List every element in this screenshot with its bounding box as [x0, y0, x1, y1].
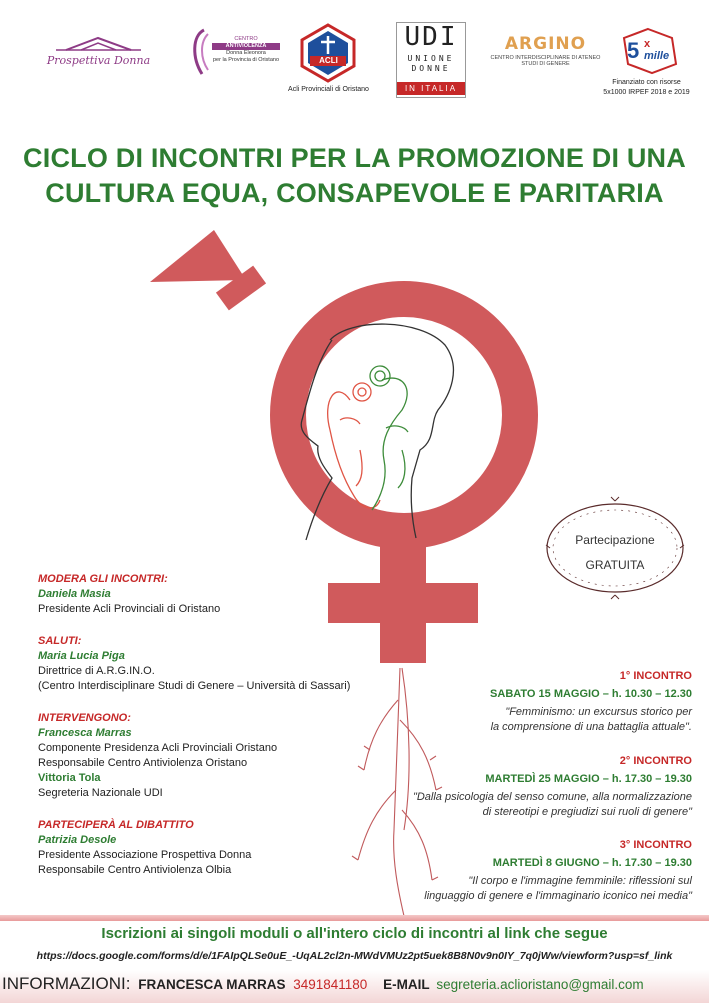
intervengono-name1: Francesca Marras: [38, 727, 132, 739]
incontro-1: [490, 669, 692, 735]
acli-caption: Acli Provinciali di Oristano: [288, 86, 369, 93]
page-title-line1: CICLO DI INCONTRI PER LA PROMOZIONE DI UNA: [23, 143, 686, 173]
modera-name: Daniela Masia: [38, 588, 111, 600]
modera-title: MODERA GLI INCONTRI:: [38, 573, 168, 585]
incontro-desc-line1: "Il corpo e l'immagine femminile: riflessioni sul: [468, 875, 692, 887]
incontro-desc-line1: "Dalla psicologia del senso comune, alla normalizzazione: [412, 791, 692, 803]
participation-line2: GRATUITA: [585, 558, 645, 572]
participation-wreath-icon: [542, 493, 688, 603]
intervengono-name2: Vittoria Tola: [38, 772, 101, 784]
udi-line1: UNIONE: [407, 54, 455, 63]
saluti-role2: (Centro Interdisciplinare Studi di Genere – Università di Sassari): [38, 680, 351, 692]
incontro-3: [424, 838, 692, 904]
modera-role: Presidente Acli Provinciali di Oristano: [38, 603, 221, 615]
incontro-date: MARTEDÌ 8 GIUGNO – h. 17.30 – 19.30: [492, 857, 692, 869]
saluti-role1: Direttrice di A.R.G.IN.O.: [38, 665, 155, 677]
centro-line4: per la Provincia di Oristano: [212, 57, 280, 63]
page-title-line2: CULTURA EQUA, CONSAPEVOLE E PARITARIA: [45, 178, 664, 208]
intervengono-role1a: Componente Presidenza Acli Provinciali Oristano: [38, 742, 278, 754]
incontro-desc-line2: di stereotipi e pregiudizi sui ruoli di genere": [482, 806, 692, 818]
intervengono-title: INTERVENGONO:: [38, 712, 131, 724]
incontro-date: MARTEDÌ 25 MAGGIO – h. 17.30 – 19.30: [485, 773, 692, 785]
info-phone[interactable]: 3491841180: [293, 977, 368, 992]
incontro-desc-line1: "Femminismo: un excursus storico per: [505, 706, 692, 718]
participation-line1: Partecipazione: [575, 533, 655, 547]
email-address[interactable]: segreteria.aclioristano@gmail.com: [436, 977, 644, 992]
mille-word: mille: [644, 50, 670, 62]
info-row: [2, 974, 709, 1002]
argino-sub1: CENTRO INTERDISCIPLINARE DI ATENEO: [490, 55, 601, 61]
partecipera-role1: Presidente Associazione Prospettiva Donna: [38, 849, 252, 861]
centro-line2: ANTIVIOLENZA: [212, 43, 280, 50]
incontro-title: 3° INCONTRO: [619, 839, 692, 851]
registration-link[interactable]: https://docs.google.com/forms/d/e/1FAIpQLSe0uE_-UqAL2cl2n-MWdVMUz2pt5uek8B8N0v9n0IY_7q0jWw/viewform?usp=sf_link: [36, 950, 673, 962]
incontro-date: SABATO 15 MAGGIO – h. 10.30 – 12.30: [490, 688, 692, 700]
intervengono-role1b: Responsabile Centro Antiviolenza Oristano: [38, 757, 248, 769]
partecipera-role2: Responsabile Centro Antiviolenza Olbia: [38, 864, 232, 876]
udi-line3: IN ITALIA: [397, 82, 465, 95]
acli-badge-text: ACLI: [319, 56, 338, 65]
argino-sub2: STUDI DI GENERE: [521, 61, 570, 67]
footer-top-band: [0, 915, 709, 921]
iscrizioni-heading: Iscrizioni ai singoli moduli o all'intero ciclo di incontri al link che segue: [101, 925, 608, 942]
saluti-title: SALUTI:: [38, 635, 82, 647]
saluti-name: Maria Lucia Piga: [38, 650, 125, 662]
centro-line1: CENTRO: [234, 36, 258, 42]
incontro-2: [413, 754, 692, 820]
prospettiva-label: Prospettiva Donna: [46, 54, 151, 67]
incontro-title: 1° INCONTRO: [619, 670, 692, 682]
intervengono-role2: Segreteria Nazionale UDI: [38, 787, 163, 799]
argino-title: ARGINO: [504, 34, 587, 54]
mille-x: x: [644, 38, 651, 50]
mille-5: 5: [627, 38, 640, 63]
email-label: E-MAIL: [383, 977, 430, 992]
speakers-column: [38, 572, 378, 878]
info-name: FRANCESCA MARRAS: [138, 977, 286, 992]
incontro-desc-line2: linguaggio di genere e l'immaginario iconico nei media": [424, 890, 692, 902]
udi-big: UDI: [404, 22, 458, 52]
incontro-desc-line2: la comprensione di una battaglia attuale".: [490, 721, 692, 733]
finanziato-line2: 5x1000 IRPEF 2018 e 2019: [603, 89, 690, 96]
partecipera-name: Patrizia Desole: [38, 834, 117, 846]
centro-line3: Donna Eleonora: [226, 50, 266, 56]
male-arrow-icon: [150, 230, 266, 310]
info-label: INFORMAZIONI:: [2, 974, 131, 993]
finanziato-line1: Finanziato con risorse: [612, 79, 681, 86]
incontro-title: 2° INCONTRO: [619, 755, 692, 767]
udi-line2: DONNE: [411, 64, 451, 73]
partecipera-title: PARTECIPERÀ AL DIBATTITO: [38, 819, 194, 831]
